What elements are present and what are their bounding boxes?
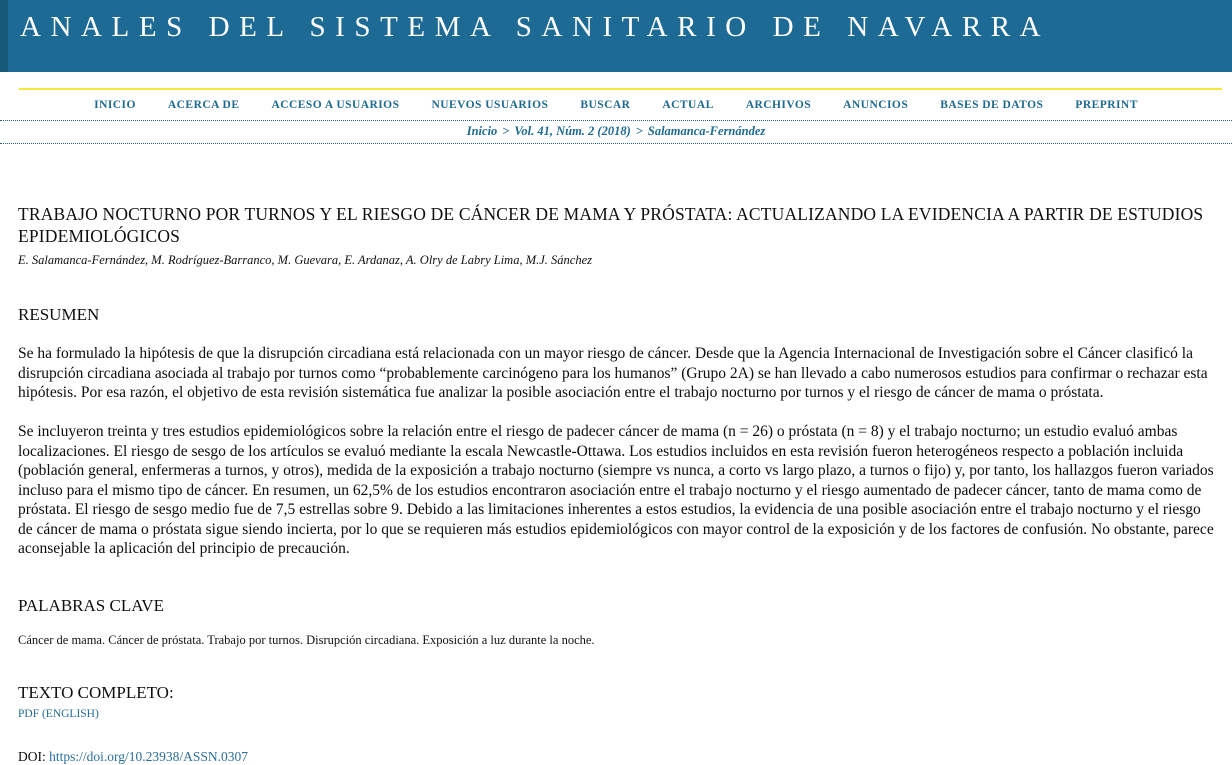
breadcrumb-separator: > bbox=[635, 124, 643, 138]
pdf-english-link[interactable]: PDF (ENGLISH) bbox=[18, 707, 99, 720]
nav-item-acerca-de[interactable]: ACERCA DE bbox=[167, 99, 240, 111]
abstract-body bbox=[18, 344, 1214, 558]
journal-title: ANALES DEL SISTEMA SANITARIO DE NAVARRA bbox=[20, 11, 1051, 43]
dotted-divider-bottom bbox=[0, 143, 1232, 144]
abstract-heading: RESUMEN bbox=[18, 305, 100, 325]
breadcrumb bbox=[0, 121, 1232, 143]
yellow-divider bbox=[19, 88, 1222, 90]
nav-item-inicio[interactable]: INICIO bbox=[94, 99, 136, 111]
nav-item-archivos[interactable]: ARCHIVOS bbox=[745, 99, 812, 111]
breadcrumb-link-inicio[interactable]: Inicio bbox=[466, 124, 498, 138]
keywords-list: Cáncer de mama. Cáncer de próstata. Trabajo por turnos. Disrupción circadiana. Exposición a luz durante la noche. bbox=[18, 632, 595, 647]
journal-banner bbox=[0, 0, 1232, 72]
main-nav bbox=[0, 99, 1232, 111]
article-content bbox=[0, 203, 1232, 765]
nav-item-nuevos-usuarios[interactable]: NUEVOS USUARIOS bbox=[431, 99, 549, 111]
abstract-paragraph-1: Se ha formulado la hipótesis de que la disrupción circadiana está relacionada con un mayor riesgo de cáncer. Desde que la Agencia Internacional de Investigación sobre el Cáncer clasificó la disrupción circadiana asociada al trabajo por turnos como “probablemente carcinógeno para los humanos” (Grupo 2A) se han llevado a cabo numerosos estudios para confirmar o rechazar esta hipótesis. Por esa razón, el objetivo de esta revisión sistemática fue analizar la posible asociación entre el trabajo nocturno por turnos y el riesgo de cáncer de mama o próstata. bbox=[18, 345, 1208, 402]
fulltext-heading: TEXTO COMPLETO: bbox=[18, 682, 174, 702]
breadcrumb-link-issue[interactable]: Vol. 41, Núm. 2 (2018) bbox=[514, 124, 631, 138]
article-authors: E. Salamanca-Fernández, M. Rodríguez-Barranco, M. Guevara, E. Ardanaz, A. Olry de Labry Lima, M.J. Sánchez bbox=[18, 253, 592, 268]
doi-link[interactable]: https://doi.org/10.23938/ASSN.0307 bbox=[49, 748, 249, 764]
nav-item-anuncios[interactable]: ANUNCIOS bbox=[843, 99, 909, 111]
nav-item-bases-de-datos[interactable]: BASES DE DATOS bbox=[940, 99, 1044, 111]
nav-item-preprint[interactable]: PREPRINT bbox=[1075, 99, 1138, 111]
nav-item-actual[interactable]: ACTUAL bbox=[662, 99, 714, 111]
doi-label: DOI: bbox=[18, 748, 46, 764]
abstract-paragraph-2: Se incluyeron treinta y tres estudios epidemiológicos sobre la relación entre el riesgo de padecer cáncer de mama (n = 26) o próstata (n = 8) y el trabajo nocturno; un estudio evaluó ambas localizaciones. El riesgo de sesgo de los artículos se evaluó mediante la escala Newcastle-Ottawa. Los estudios incluidos en esta revisión fueron heterogéneos respecto a población incluida (población general, enfermeras a turnos, y otros), medida de la exposición a trabajo nocturno (siempre vs nunca, a corto vs largo plazo, a turnos o fijo) y, por tanto, los hallazgos fueron variados incluso para el mismo tipo de cáncer. En resumen, un 62,5% de los estudios encontraron asociación entre el trabajo nocturno y el riesgo aumentado de padecer cáncer, tanto de mama como de próstata. El riesgo de sesgo medio fue de 7,5 estrellas sobre 9. Debido a las limitaciones inherentes a estos estudios, la evidencia de una posible asociación entre el trabajo nocturno y el riesgo de cáncer de mama o próstata sigue siendo incierta, por lo que se requieren más estudios epidemiológicos con mayor control de la exposición y de los factores de confusión. No obstante, parece aconsejable la aplicación del principio de precaución. bbox=[18, 422, 1214, 558]
breadcrumb-separator: > bbox=[502, 124, 510, 138]
article-title: TRABAJO NOCTURNO POR TURNOS Y EL RIESGO DE CÁNCER DE MAMA Y PRÓSTATA: ACTUALIZANDO LA EVIDENCIA A PARTIR DE ESTUDIOS EPIDEMIOLÓGICOS bbox=[18, 204, 1204, 247]
doi-line bbox=[18, 749, 1214, 765]
breadcrumb-current-page: Salamanca-Fernández bbox=[647, 124, 766, 138]
nav-item-buscar[interactable]: BUSCAR bbox=[580, 99, 631, 111]
keywords-heading: PALABRAS CLAVE bbox=[18, 595, 164, 615]
banner-left-edge bbox=[0, 0, 8, 72]
nav-item-acceso-a-usuarios[interactable]: ACCESO A USUARIOS bbox=[271, 99, 400, 111]
